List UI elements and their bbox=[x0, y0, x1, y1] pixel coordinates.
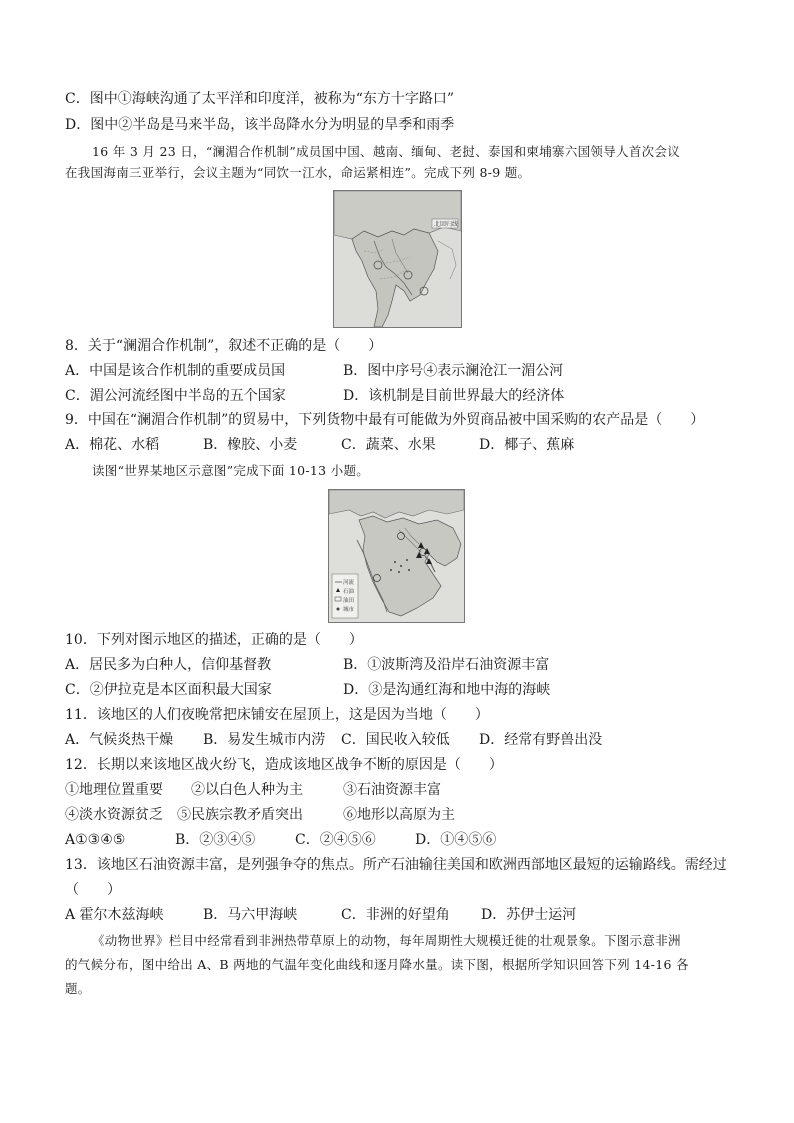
q7-option-c: C．图中①海峡沟通了太平洋和印度洋，被称为“东方十字路口” bbox=[65, 91, 455, 107]
q13-stem: 13．该地区石油资源丰富，是列强争夺的焦点。所产石油输往美国和欧洲西部地区最短的运输路线。需经过 bbox=[65, 857, 727, 873]
q9-option-d: D．椰子、蕉麻 bbox=[479, 437, 575, 453]
q12-factor-1: ①地理位置重要 bbox=[65, 782, 163, 798]
intro-10-13: 读图“世界某地区示意图”完成下面 10-13 小题。 bbox=[92, 463, 370, 478]
q13-blank: （ ） bbox=[65, 882, 121, 898]
q11-option-d: D．经常有野兽出没 bbox=[479, 732, 603, 748]
q10-options-row1 bbox=[65, 655, 549, 675]
q12-factors-row1 bbox=[65, 780, 441, 800]
intro-8-9-line2: 在我国海南三亚举行，会议主题为“同饮一江水，命运紧相连”。完成下列 8-9 题。 bbox=[65, 165, 531, 180]
indochina-map-svg bbox=[334, 191, 461, 327]
q10-stem: 10．下列对图示地区的描述，正确的是（ ） bbox=[65, 632, 363, 648]
q9-option-b: B．橡胶、小麦 bbox=[203, 437, 298, 453]
q13-options bbox=[65, 905, 619, 925]
q9-option-a: A．棉花、水稻 bbox=[65, 437, 160, 453]
intro-14-16-line2: 的气候分布，图中给出 A、B 两地的气温年变化曲线和逐月降水量。读下图，根据所学知识回答下列 14-16 各 bbox=[65, 957, 689, 972]
middle-east-map-image bbox=[328, 489, 465, 623]
q10-option-c: C．②伊拉克是本区面积最大国家 bbox=[65, 682, 272, 698]
q11-options bbox=[65, 730, 617, 750]
q12-options bbox=[65, 830, 553, 850]
map2-legend-river: 河流 bbox=[343, 580, 355, 586]
indochina-map-image bbox=[333, 190, 462, 328]
q7-option-d: D．图中②半岛是马来半岛，该半岛降水分为明显的旱季和雨季 bbox=[65, 117, 455, 133]
q11-option-c: C．国民收入较低 bbox=[341, 732, 450, 748]
q12-factor-6: ⑥地形以高原为主 bbox=[343, 807, 455, 823]
q10-option-b: B．①波斯湾及沿岸石油资源丰富 bbox=[343, 657, 550, 673]
q12-option-a: A①③④⑤ bbox=[65, 832, 126, 848]
q13-option-c: C．非洲的好望角 bbox=[341, 907, 450, 923]
q10-option-d: D．③是沟通红海和地中海的海峡 bbox=[343, 682, 551, 698]
map2-legend-city: 城市 bbox=[343, 607, 355, 613]
q12-stem: 12．长期以来该地区战火纷飞，造成该地区战争不断的原因是（ ） bbox=[65, 757, 503, 773]
q12-factors-row2 bbox=[65, 805, 455, 825]
q11-option-a: A．气候炎热干燥 bbox=[65, 732, 174, 748]
q12-factor-4: ④淡水资源贫乏 bbox=[65, 807, 163, 823]
q10-options-row2 bbox=[65, 680, 550, 700]
q12-factor-5: ⑤民族宗教矛盾突出 bbox=[177, 807, 303, 823]
q10-option-a: A．居民多为白种人，信仰基督教 bbox=[65, 657, 272, 673]
q13-option-d: D．苏伊士运河 bbox=[481, 907, 577, 923]
map2-legend-oilfield: 油田 bbox=[343, 598, 355, 604]
q12-option-c: C．②④⑤⑥ bbox=[295, 832, 376, 848]
q8-option-b: B．图中序号④表示澜沧江一湄公河 bbox=[343, 363, 564, 379]
map2-legend-oil: 石油 bbox=[343, 589, 355, 595]
q12-option-b: B．②③④⑤ bbox=[175, 832, 256, 848]
intro-8-9-line1: 16 年 3 月 23 日，“澜湄合作机制”成员国中国、越南、缅甸、老挝、泰国和柬埔寨六国领导人首次会议 bbox=[92, 144, 681, 159]
q8-options-row2 bbox=[65, 386, 564, 406]
q12-factor-2: ②以白色人种为主 bbox=[191, 782, 303, 798]
q12-option-d: D．①④⑤⑥ bbox=[415, 832, 497, 848]
q8-stem: 8．关于“澜湄合作机制”，叙述不正确的是（ ） bbox=[65, 338, 383, 354]
intro-14-16-line1: 《动物世界》栏目中经常看到非洲热带草原上的动物，每年周期性大规模迁徙的壮观景象。下图示意非洲 bbox=[92, 933, 681, 948]
q8-option-a: A．中国是该合作机制的重要成员国 bbox=[65, 363, 286, 379]
q13-option-b: B．马六甲海峡 bbox=[203, 907, 298, 923]
q9-options bbox=[65, 435, 617, 455]
map1-top-label: 北回归线 bbox=[434, 221, 459, 228]
q8-option-d: D．该机制是目前世界最大的经济体 bbox=[343, 388, 565, 404]
q9-stem: 9．中国在“澜湄合作机制”的贸易中，下列货物中最有可能做为外贸商品被中国采购的农产品是（ ） bbox=[65, 412, 705, 428]
q8-options-row1 bbox=[65, 361, 563, 381]
q12-factor-3: ③石油资源丰富 bbox=[343, 782, 441, 798]
q9-option-c: C．蔬菜、水果 bbox=[341, 437, 436, 453]
q11-stem: 11．该地区的人们夜晚常把床铺安在屋顶上，这是因为当地（ ） bbox=[65, 707, 489, 723]
q8-option-c: C．湄公河流经图中半岛的五个国家 bbox=[65, 388, 286, 404]
intro-14-16-line3: 题。 bbox=[65, 981, 91, 996]
q13-option-a: A 霍尔木兹海峡 bbox=[65, 907, 164, 923]
middle-east-map-svg bbox=[329, 490, 464, 622]
q11-option-b: B．易发生城市内涝 bbox=[203, 732, 326, 748]
